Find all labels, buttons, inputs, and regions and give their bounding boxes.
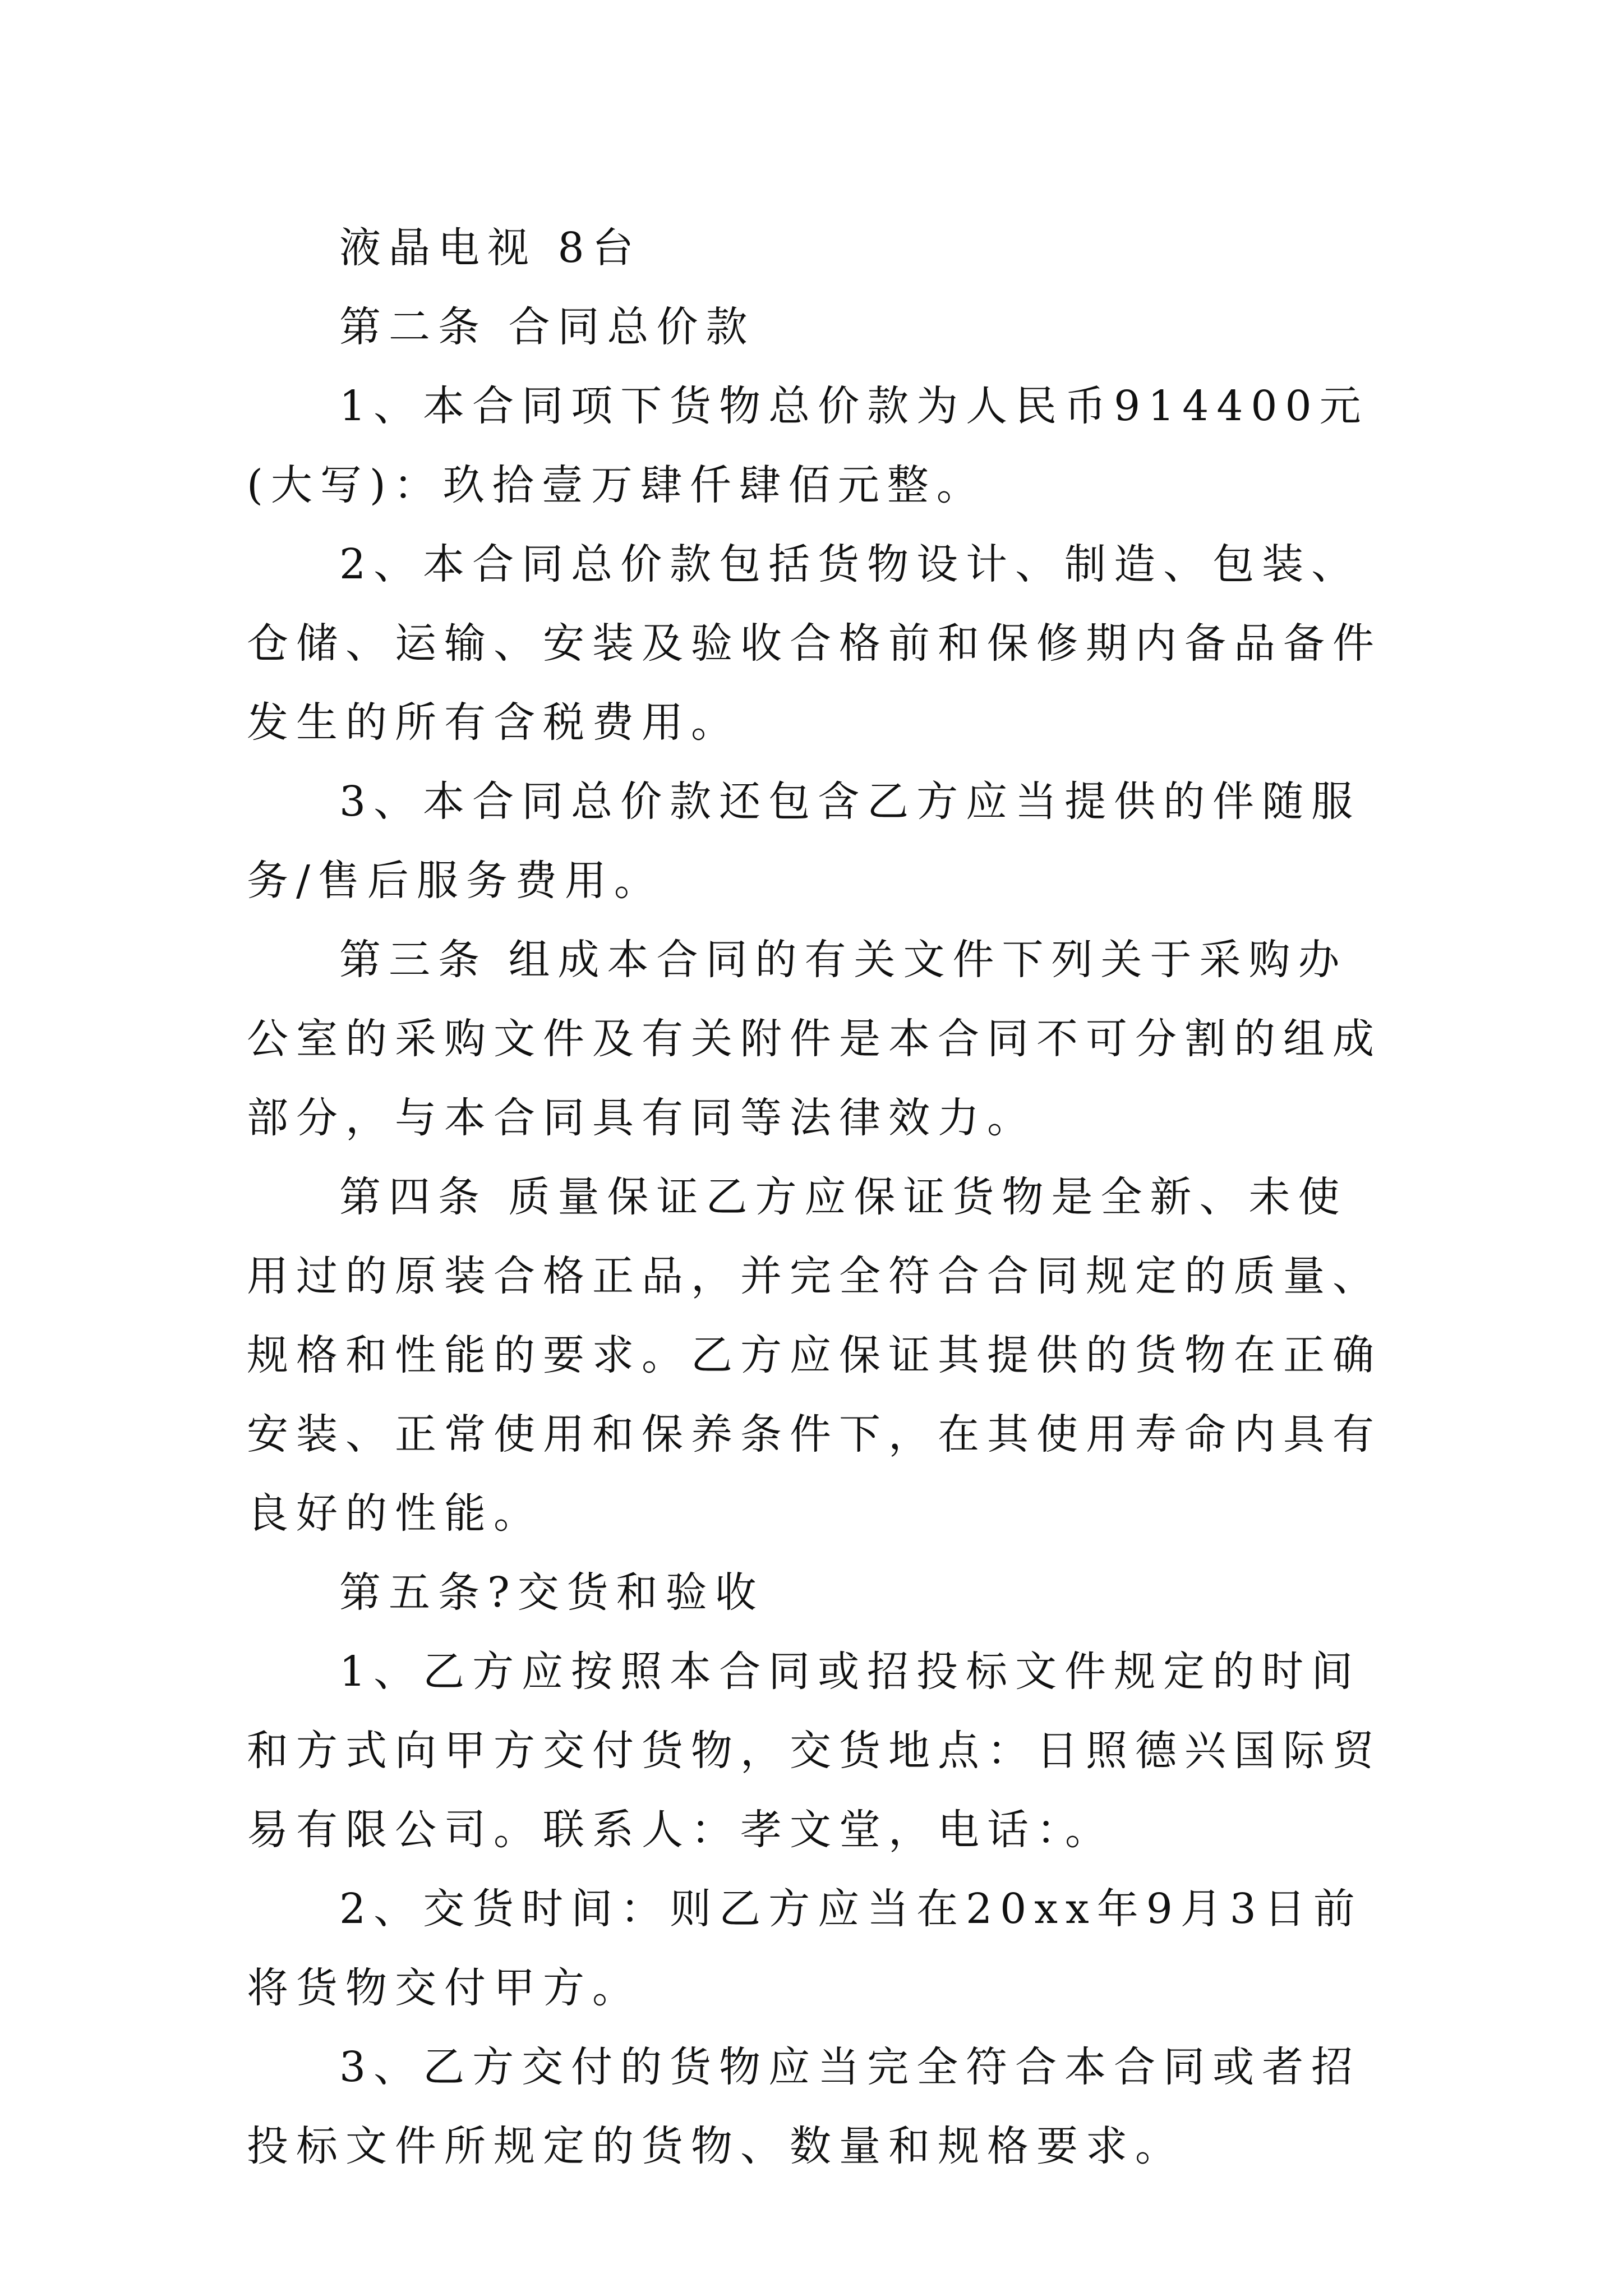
paragraph-delivery-conformity: 3、乙方交付的货物应当完全符合本合同或者招投标文件所规定的货物、数量和规格要求。 — [247, 2043, 1361, 2170]
paragraph-article-3: 第三条 组成本合同的有关文件下列关于采购办公室的采购文件及有关附件是本合同不可分割的组成部分，与本合同具有同等法律效力。 — [247, 936, 1382, 1142]
paragraph-article-2-heading: 第二条 合同总价款 — [339, 303, 755, 351]
paragraph-price-inclusions: 2、本合同总价款包括货物设计、制造、包装、仓储、运输、安装及验收合格前和保修期内备品备件发生的所有含税费用。 — [247, 540, 1382, 747]
paragraph-delivery-time: 2、交货时间：则乙方应当在20xx年9月3日前将货物交付甲方。 — [247, 1885, 1363, 2012]
paragraph-delivery-location: 1、乙方应按照本合同或招投标文件规定的时间和方式向甲方交付货物，交货地点：日照德兴国际贸易有限公司。联系人：孝文堂，电话：。 — [247, 1648, 1382, 1854]
paragraph-article-5-heading: 第五条?交货和验收 — [339, 1568, 764, 1617]
paragraph-total-price: 1、本合同项下货物总价款为人民币914400元(大写)：玖拾壹万肆仟肆佰元整。 — [247, 382, 1369, 509]
paragraph-item-quantity: 液晶电视 8台 — [339, 224, 642, 272]
paragraph-service-fees: 3、本合同总价款还包含乙方应当提供的伴随服务/售后服务费用。 — [247, 777, 1361, 905]
paragraph-article-4: 第四条 质量保证乙方应保证货物是全新、未使用过的原装合格正品，并完全符合合同规定的质量、规格和性能的要求。乙方应保证其提供的货物在正确安装、正常使用和保养条件下，在其使用寿命内具有良好的性能。 — [247, 1173, 1382, 1538]
contract-text — [247, 209, 1385, 2186]
